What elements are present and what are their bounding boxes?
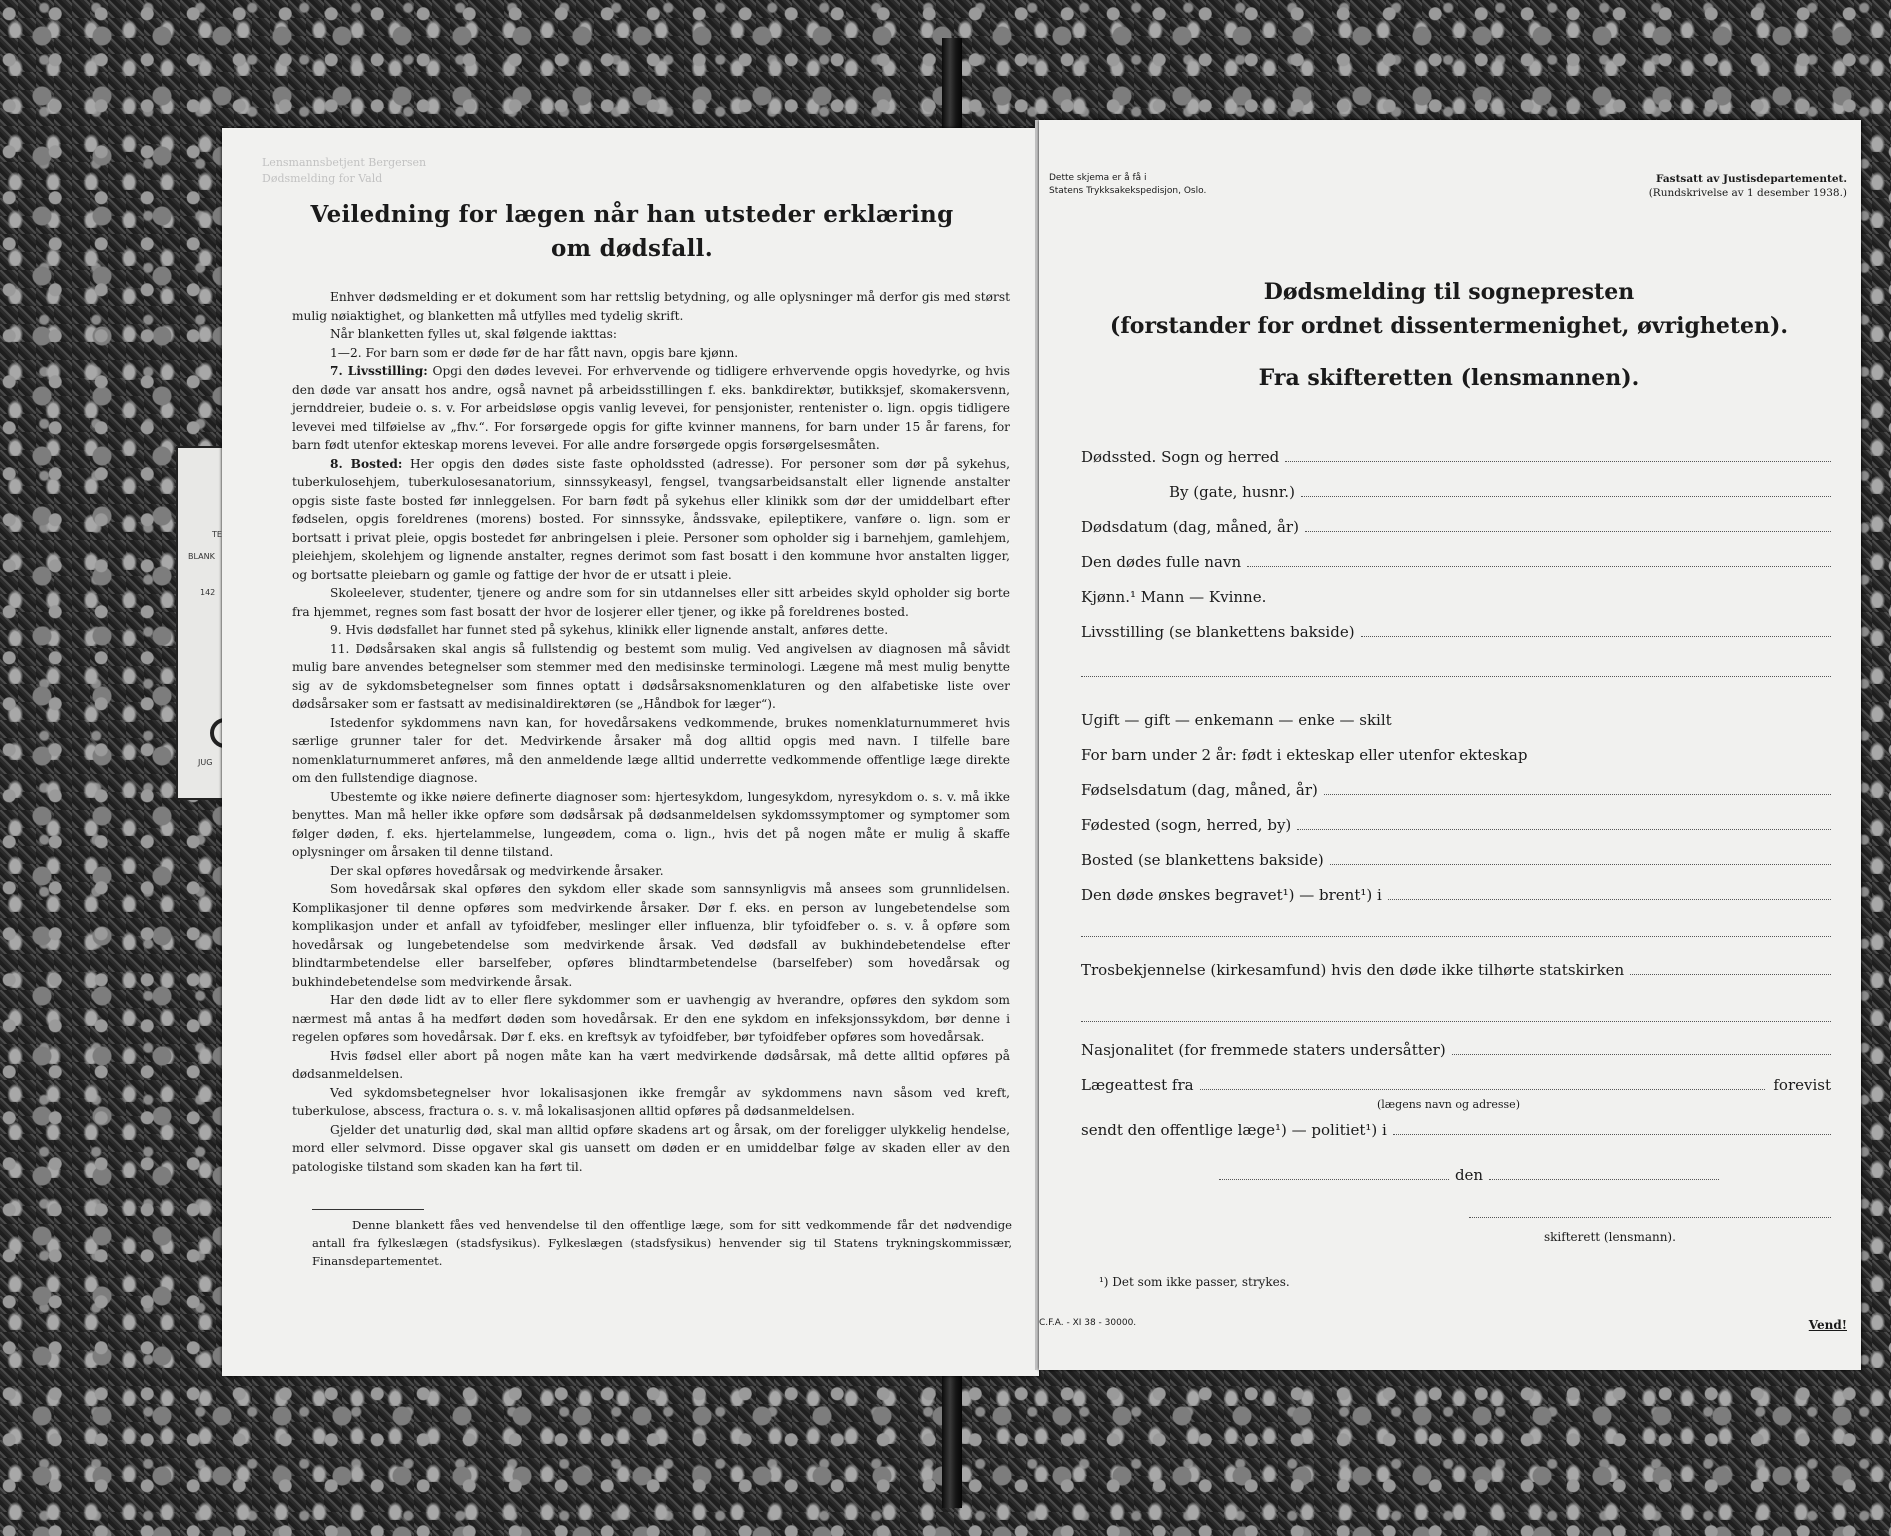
paragraph: 1—2. For barn som er døde før de har fått navn, opgis bare kjønn. [330, 345, 739, 360]
fill-line[interactable] [1081, 935, 1831, 937]
field-by[interactable]: By (gate, husnr.) [1169, 477, 1831, 501]
paragraph: Ved sykdomsbetegnelser hvor lokalisasjonen ikke fremgår av sykdommens navn såsom ved kreft, tuberkulose, abscess, fractura o. s. v. må lokalisasjonen alltid opføres på dødsanmeldelsen. [292, 1085, 1010, 1118]
footnote: Denne blankett fåes ved henvendelse til den offentlige læge, som for sitt vedkommende får det nødvendige antall fra fylkeslægen (stadsfysikus). Fylkeslægen (stadsfysikus) henvender sig til Statens trykningskommissær, Finansdepartementet. [312, 1218, 1012, 1268]
field-barn[interactable]: For barn under 2 år: født i ekteskap eller utenfor ekteskap [1081, 746, 1528, 764]
form-subtitle: Fra skifteretten (lensmannen). [1258, 365, 1640, 391]
fill-line[interactable] [1388, 898, 1831, 900]
paragraph: Har den døde lidt av to eller flere sykdommer som er uavhengig av hverandre, opføres den sykdom som nærmest må antas å ha medført døden som hovedårsak. Er den ene sykdom en infeksjonssykdom, bør denne i regelen opføres som hovedårsak. Dør f. eks. en kreftsyk av tyfoidfeber, bør tyfoidfeber opføres som hovedårsak. [292, 993, 1010, 1044]
field-fodested[interactable]: Fødested (sogn, herred, by) [1081, 810, 1831, 834]
paragraph: Istedenfor sykdommens navn kan, for hovedårsakens vedkommende, brukes nomenklaturnummeret hvis særlige grunner taler for det. Medvirkende årsaker må dog alltid opgis med navn. I tilfelle bare nomenklaturnummeret anføres, må den anmeldende læge alltid underrette vedkommende offentlige læge direkte om den fullstendige diagnose. [292, 715, 1010, 785]
fill-line[interactable] [1452, 1053, 1831, 1055]
footnote-rule [312, 1209, 424, 1210]
fill-line[interactable] [1200, 1088, 1766, 1090]
paragraph: Enhver dødsmelding er et dokument som har rettslig betydning, og alle oplysninger må derfor gis med størst mulig nøiaktighet, og blanketten må utfylles med tydelig skrift. [292, 290, 1010, 323]
field-kjonn[interactable]: Kjønn.¹ Mann — Kvinne. [1081, 588, 1267, 606]
paragraph: 11. Dødsårsaken skal angis så fullstendig og bestemt som mulig. Ved angivelsen av diagnosen må såvidt mulig bare anvendes betegnelser som stemmer med den medisinske terminologi. Lægene må mest mulig benytte sig av de sykdomsbetegnelser som finnes optatt i dødsårsaksnomenklaturen og den alfabetiske liste over dødsårsaker som er fastsatt av medisinaldirektøren (se „Håndbok for læger“). [292, 641, 1010, 711]
fill-line[interactable] [1489, 1178, 1719, 1180]
paragraph: Skoleelever, studenter, tjenere og andre som for sin utdannelses eller sitt arbeides skyld opholder sig borte fra hjemmet, regnes som fast bosatt der hvor de losjerer eller tjener, og ikke på foreldrenes bosted. [292, 586, 1010, 619]
field-navn[interactable]: Den dødes fulle navn [1081, 547, 1831, 571]
paragraph: Gjelder det unaturlig død, skal man alltid opføre skadens art og årsak, om der foreligger ulykkelig hendelse, mord eller selvmord. Disse opgaver skal gis uansett om døden er en umiddelbar følge av skaden eller av den patologiske tilstand som skaden kan ha ført til. [292, 1122, 1010, 1174]
field-livsstilling[interactable]: Livsstilling (se blankettens bakside) [1081, 617, 1831, 641]
fill-line[interactable] [1324, 793, 1831, 795]
field-sendt[interactable]: sendt den offentlige læge¹) — politiet¹) i [1081, 1115, 1831, 1139]
fill-line[interactable] [1081, 1020, 1831, 1022]
side-slip-text: JUG [198, 758, 213, 767]
field-sivilstand[interactable]: Ugift — gift — enkemann — enke — skilt [1081, 711, 1392, 729]
fill-line[interactable] [1297, 828, 1831, 830]
field-dodsdatum[interactable]: Dødsdatum (dag, måned, år) [1081, 512, 1831, 536]
field-hint: (lægens navn og adresse) [1377, 1098, 1520, 1111]
paragraph: Når blanketten fylles ut, skal følgende iakttas: [330, 327, 617, 341]
faded-text: Lensmannsbetjent Bergersen [262, 156, 427, 169]
field-dodssted[interactable]: Dødssted. Sogn og herred [1081, 442, 1831, 466]
page-title: Veiledning for lægen når han utsteder erklæring om dødsfall. [310, 201, 954, 262]
fill-line[interactable] [1301, 495, 1831, 497]
paragraph: 7. Livsstilling: Opgi den dødes levevei. For erhvervende og tidligere erhvervende opgis hovedyrke, og hvis den døde var ansatt hos andre, også navnet på arbeidsstillingen f. eks. bankdirektør, butikksjef, skomakersvenn, jernddreier, budeie o. s. v. For arbeidsløse opgis vanlig levevei, for pensjonister, rentenister o. lign. opgis tidligere levevei med tilføielse av „fhv.“. For forsørgede opgis for gifte kvinner mannens, for barn under 15 år farens, for barn født utenfor ekteskap morens levevei. For alle andre forsørgede opgis forsørgelsesmåten. [292, 364, 1010, 452]
field-nasjonalitet[interactable]: Nasjonalitet (for fremmede staters undersåtter) [1081, 1035, 1831, 1059]
paragraph: Ubestemte og ikke nøiere definerte diagnoser som: hjertesykdom, lungesykdom, nyresykdom o. s. v. må ikke benyttes. Man må heller ikke opføre som dødsårsak på dødsanmeldelsen sykdomssymptomer og symptomer som følger døden, f. eks. hjertelammelse, lungeødem, coma o. lign., hvis det på nogen måte er mulig å skaffe oplysninger om årsaken til denne tilstand. [292, 789, 1010, 859]
instructions-body [292, 288, 1010, 1176]
authority-note: Fastsatt av Justisdepartementet. (Rundskrivelse av 1 desember 1938.) [1648, 173, 1847, 199]
left-page [222, 128, 1039, 1376]
field-begravet[interactable]: Den døde ønskes begravet¹) — brent¹) i [1081, 880, 1831, 904]
paragraph: 9. Hvis dødsfallet har funnet sted på sykehus, klinikk eller lignende anstalt, anføres dette. [330, 623, 889, 637]
paragraph: 8. Bosted: Her opgis den dødes siste faste opholdssted (adresse). For personer som dør på sykehus, tuberkulosehjem, tuberkulosesanatorium, sinnssykeasyl, fengsel, tvangsarbeidsanstalt eller lignende anstalter opgis siste faste bosted før innleggelsen. For barn født på sykehus eller klinikk som dør der umiddelbart efter fødselen, opgis foreldrenes (morens) bosted. For sinnssyke, åndssvake, epileptikere, vanføre o. lign. som er bortsatt i privat pleie, opgis bostedet før anbringelsen i pleie. Personer som opholder sig i barnehjem, gamlehjem, pleiehjem, skolehjem og lignende anstalter, regnes derimot som fast bosatt i den kommune hvor anstalten ligger, og bortsatte pleiebarn og gamle og fattige der hvor de er utsatt i pleie. [292, 456, 1011, 582]
signature-line[interactable] [1469, 1216, 1831, 1218]
paragraph: Der skal opføres hovedårsak og medvirkende årsaker. [330, 863, 664, 878]
faded-text: Dødsmelding for Vald [262, 172, 383, 185]
field-bosted[interactable]: Bosted (se blankettens bakside) [1081, 845, 1831, 869]
field-trosbekjennelse[interactable]: Trosbekjennelse (kirkesamfund) hvis den døde ikke tilhørte statskirken [1081, 955, 1831, 979]
side-slip-text: BLANK [188, 552, 215, 561]
turn-over-note: Vend! [1808, 1318, 1847, 1332]
fill-line[interactable] [1285, 460, 1831, 462]
signature-caption: skifterett (lensmann). [1544, 1230, 1676, 1244]
fill-line[interactable] [1247, 565, 1831, 567]
field-laegeattest[interactable]: Lægeattest fra forevist [1081, 1076, 1831, 1094]
print-code: C.F.A. - XI 38 - 30000. [1039, 1318, 1137, 1328]
right-page [1039, 120, 1861, 1370]
fill-line[interactable] [1393, 1133, 1831, 1135]
side-slip-text: 142 [200, 588, 216, 597]
fill-line[interactable] [1081, 675, 1831, 677]
form-title: Dødsmelding til sognepresten (forstander for ordnet dissentermenighet, øvrigheten). [1109, 279, 1789, 339]
paragraph: Som hovedårsak skal opføres den sykdom eller skade som sannsynligvis må ansees som grunnlidelsen. Komplikasjoner til denne opføres som medvirkende årsaker. Dør f. eks. en person av lungebetendelse som komplikasjon under et anfall av tyfoidfeber, meslinger eller influenza, blir tyfoidfeber o. s. v. å opføre som hovedårsak og lungebetendelse som medvirkende årsak. Ved dødsfall av bukhindebetendelse efter blindtarmbetendelse eller barselfeber, opføres blindtarmbetendelse (barselfeber) som hovedårsak og bukhindebetendelse som medvirkende årsak. [292, 882, 1010, 989]
field-fodselsdatum[interactable]: Fødselsdatum (dag, måned, år) [1081, 775, 1831, 799]
printer-note: Dette skjema er å få i Statens Trykksakekspedisjon, Oslo. [1049, 173, 1207, 196]
footnote: ¹) Det som ikke passer, strykes. [1099, 1275, 1290, 1289]
fill-line[interactable] [1630, 973, 1831, 975]
paragraph: Hvis fødsel eller abort på nogen måte kan ha vært medvirkende dødsårsak, må dette alltid opføres på dødsanmeldelsen. [292, 1048, 1010, 1081]
side-slip-text: TE [212, 530, 222, 539]
fill-line[interactable] [1361, 635, 1831, 637]
fill-line[interactable] [1219, 1178, 1449, 1180]
fill-line[interactable] [1330, 863, 1831, 865]
field-den[interactable]: den [1219, 1160, 1719, 1184]
fill-line[interactable] [1305, 530, 1831, 532]
